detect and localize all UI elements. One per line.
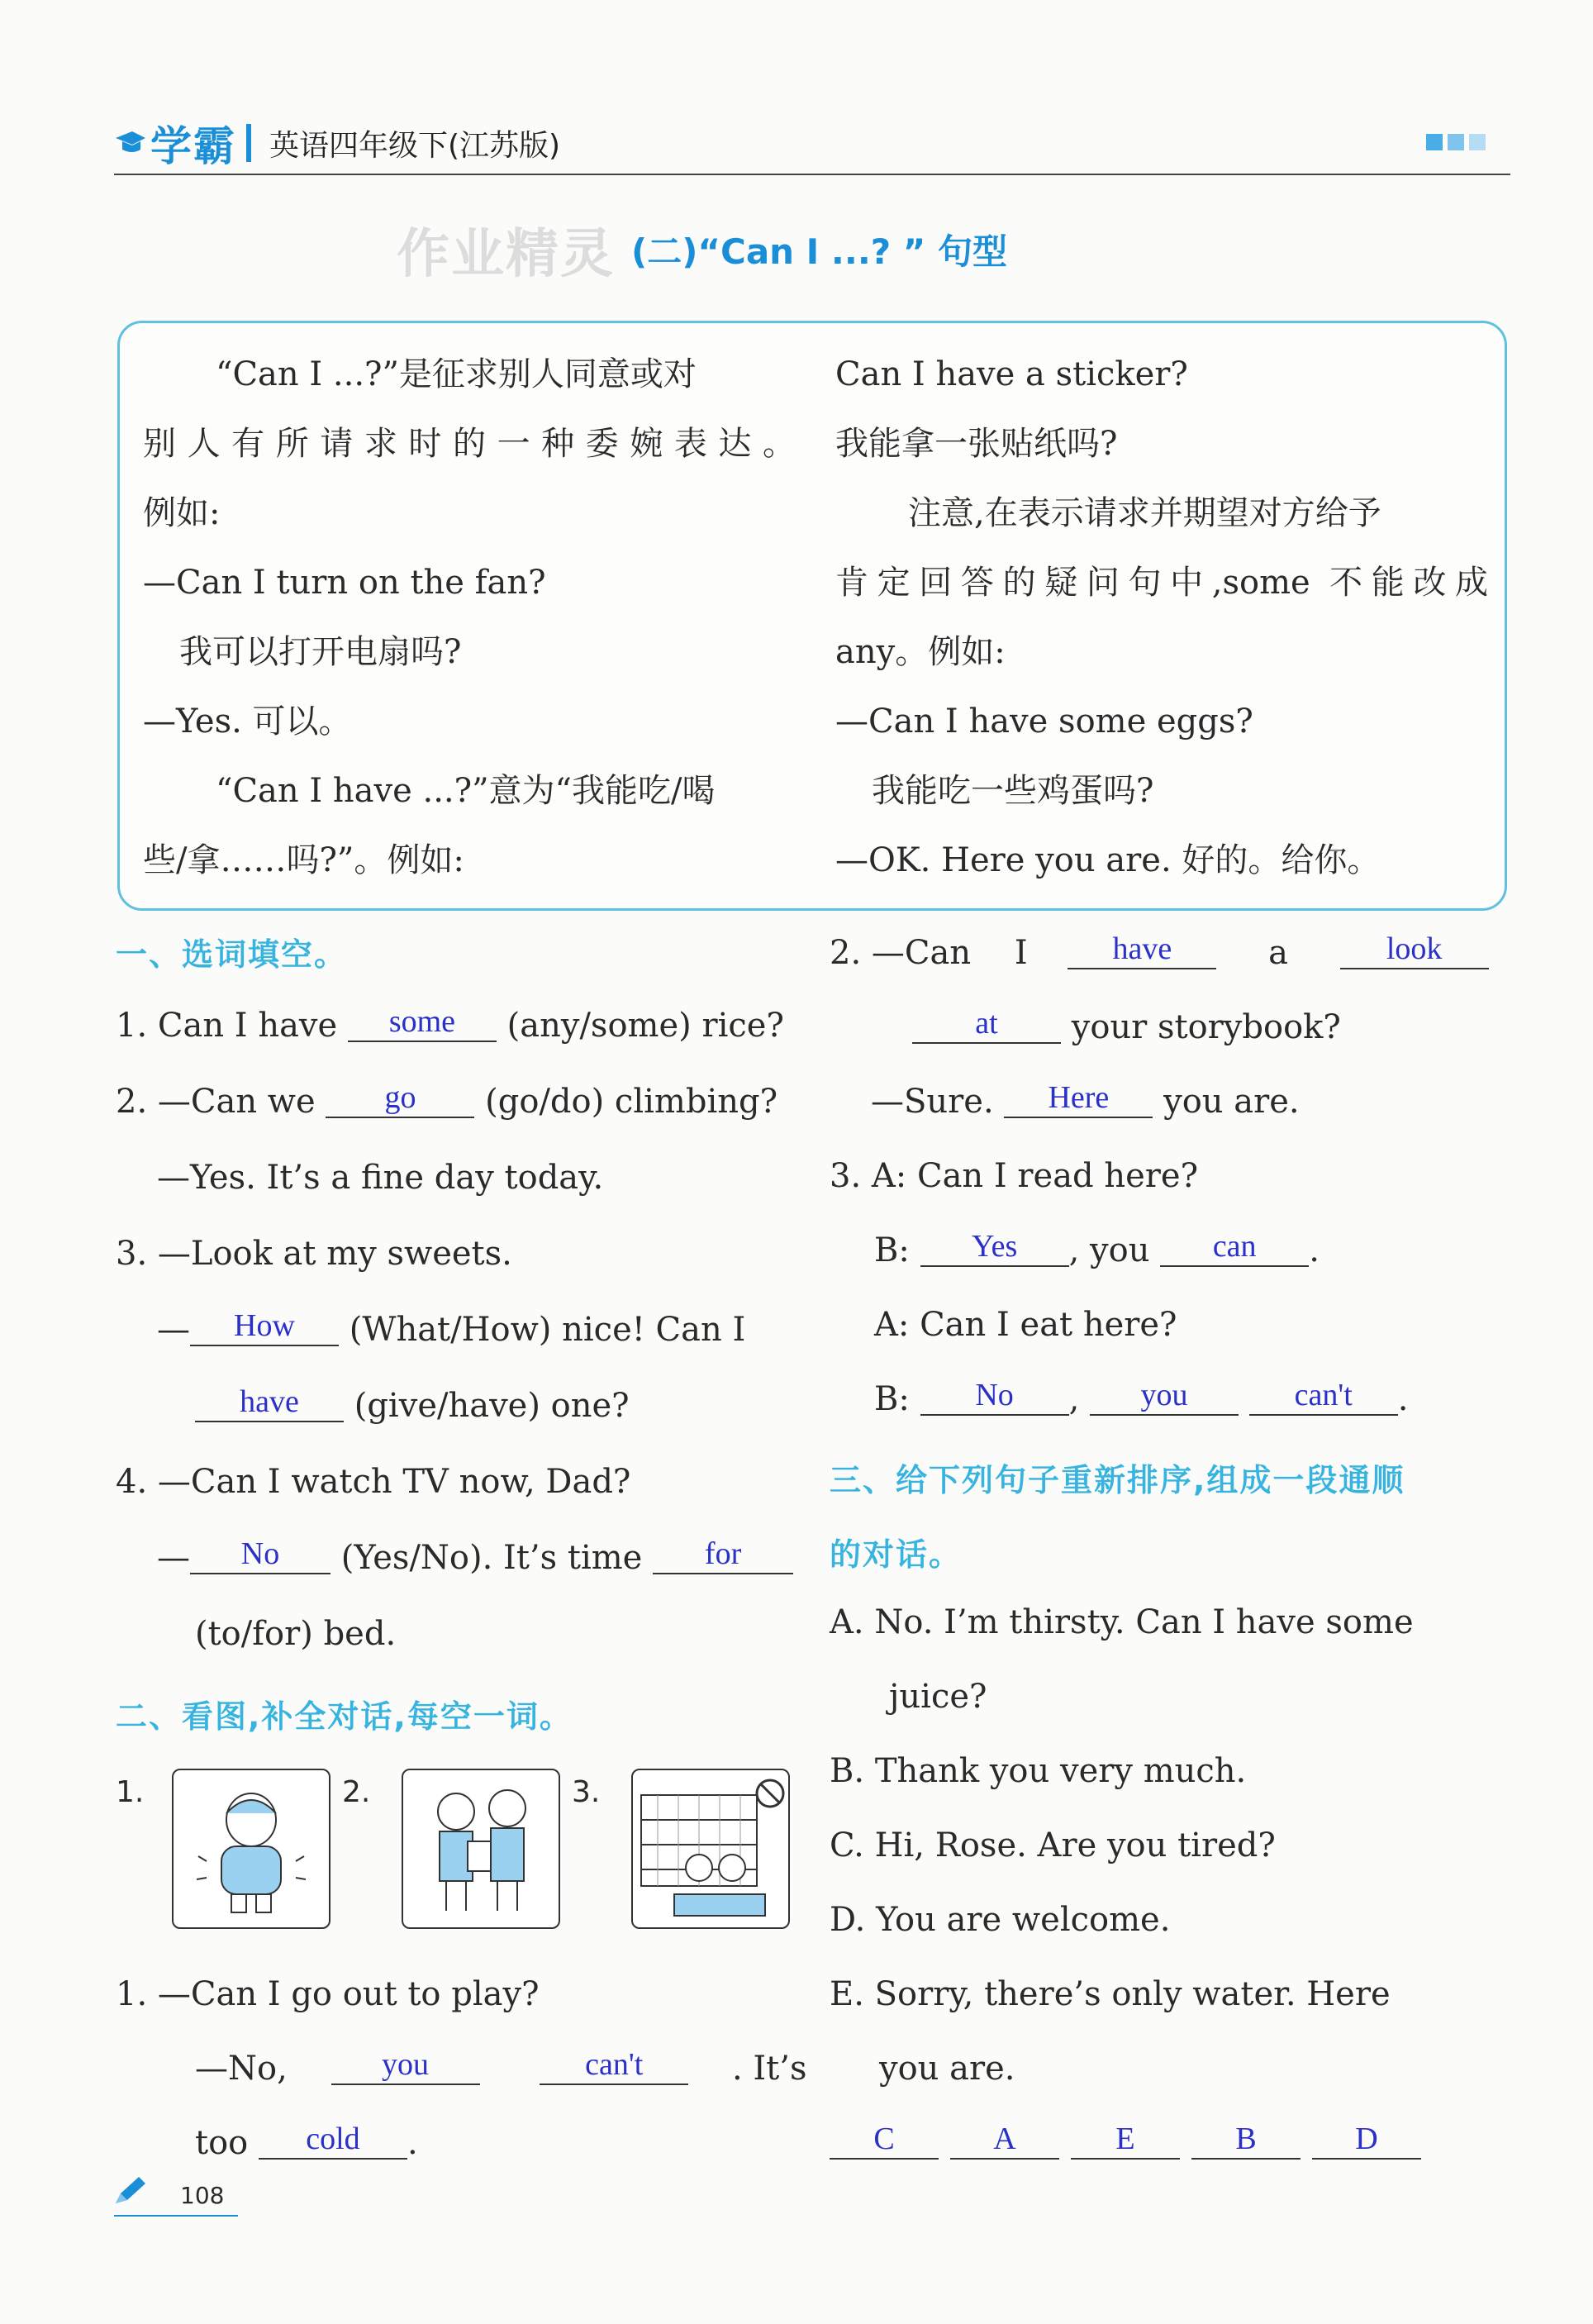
pic-label: 3. [572,1775,601,1809]
q-text: —No, [195,2050,288,2088]
q-text: , [1068,1380,1080,1418]
p1-q2-reply: —Yes. It’s a fine day today. [157,1159,604,1197]
header [114,114,1510,172]
logo [114,114,251,172]
q-text: (What/How) nice! Can I [349,1311,746,1349]
note-line: 注意,在表示请求并期望对方给予 [908,494,1381,532]
answer-blank[interactable]: have [1068,930,1216,969]
picture-cold-person [172,1769,330,1929]
q-text: . It’s [731,2050,807,2088]
dash: — [157,1539,190,1577]
p1-q1 [116,1004,784,1047]
pic-label: 1. [116,1775,145,1809]
logo-divider [246,124,251,162]
note-line: 肯定回答的疑问句中,some 不能改成 [835,564,1488,602]
option-label: C. [830,1826,864,1864]
option-e [830,1975,1391,2013]
note-right-column [835,340,1488,895]
option-text: Sorry, there’s only water. Here [874,1975,1391,2013]
note-line: “Can I ...?”是征求别人同意或对 [216,355,697,393]
note-line: 我能拿一张贴纸吗? [835,425,1118,463]
logo-text: 学霸 [150,122,236,170]
q-text: B: [874,1231,910,1269]
dash: — [157,1311,190,1349]
q-text: , you [1068,1231,1150,1269]
note-left-column [143,340,796,895]
p1-q3-line2 [157,1308,746,1351]
picture-two-boys-book [402,1769,560,1929]
header-decoration [1426,134,1486,150]
note-line: 别人有所请求时的一种委婉表达。 [143,425,796,463]
answer-blank[interactable]: B [1191,2120,1301,2160]
p1-q3-line3 [195,1384,630,1427]
p2-q2 [830,931,1507,974]
p1-q2 [116,1080,778,1123]
answer-blank[interactable]: can't [540,2045,688,2085]
answer-blank[interactable]: you [1090,1376,1239,1416]
q-text: —Sure. [871,1083,994,1121]
p2-q3-a2: A: Can I eat here? [874,1306,1177,1344]
answer-blank[interactable]: Here [1004,1079,1153,1118]
note-line: —Can I turn on the fan? [143,564,546,602]
option-text: You are welcome. [876,1901,1171,1939]
option-b [830,1752,1246,1790]
option-text: Thank you very much. [874,1752,1247,1790]
answer-blank[interactable]: some [348,1002,497,1042]
watermark: 作业精灵 [397,224,615,285]
q-text: . [1309,1231,1320,1269]
p2-q3-b1 [874,1231,1320,1272]
cold-person-icon [174,1770,329,1927]
answer-blank[interactable]: at [912,1004,1061,1044]
answer-blank[interactable]: can [1160,1227,1309,1267]
q-text: (any/some) rice? [506,1007,784,1045]
answer-blank[interactable]: can't [1249,1376,1398,1416]
answer-blank[interactable]: How [190,1307,339,1346]
answer-blank[interactable]: cold [259,2120,407,2160]
option-text: Hi, Rose. Are you tired? [874,1826,1276,1864]
q-text: 1. Can I have [116,1007,338,1045]
part2-heading: 二、看图,补全对话,每空一词。 [116,1698,573,1735]
option-label: D. [830,1901,866,1939]
p1-q4: 4. —Can I watch TV now, Dad? [116,1463,631,1501]
answer-blank[interactable]: have [195,1383,344,1422]
p2-q3: 3. A: Can I read here? [830,1157,1199,1195]
note-line: 我能吃一些鸡蛋吗? [872,772,1154,810]
p1-q3: 3. —Look at my sweets. [116,1235,512,1273]
q-text: (give/have) one? [354,1387,630,1425]
option-d [830,1901,1170,1939]
note-line: —OK. Here you are. 好的。给你。 [835,841,1381,879]
option-label: A. [830,1603,864,1641]
q-text: . [1397,1380,1409,1418]
option-a-cont: juice? [889,1678,987,1716]
q-text: too [195,2124,249,2162]
note-line: “Can I have ...?”意为“我能吃/喝 [216,772,716,810]
p1-q4-line2 [157,1536,793,1579]
part3-heading-cont: 的对话。 [830,1536,963,1573]
p2-q2-line3 [871,1080,1300,1123]
answer-blank[interactable]: No [920,1376,1069,1416]
q-text: I [1014,934,1028,972]
option-label: E. [830,1975,864,2013]
q-text: 2. —Can we [116,1083,316,1121]
q-text: you are. [1163,1083,1300,1121]
p2-q1: 1. —Can I go out to play? [116,1975,540,2013]
section-title-text: (二)“Can I ...? ” 句型 [631,231,1008,272]
option-e-cont: you are. [879,2050,1015,2088]
answer-blank[interactable]: No [190,1535,330,1574]
option-a [830,1603,1414,1641]
q-text: (go/do) climbing? [485,1083,778,1121]
answer-blank[interactable]: you [331,2045,480,2085]
q-text: 2. —Can [830,934,972,972]
order-answers [830,2124,1421,2164]
pic-label: 2. [342,1775,371,1809]
q-text: your storybook? [1071,1008,1341,1046]
note-line: any。例如: [835,633,1006,671]
note-line: Can I have a sticker? [835,355,1188,393]
two-boys-icon [403,1770,559,1927]
note-line: —Yes. 可以。 [143,702,352,741]
note-line: 例如: [143,494,221,532]
q-text: B: [874,1380,910,1418]
header-divider [114,174,1510,175]
part1-heading: 一、选词填空。 [116,936,348,973]
p2-q2-line2 [912,1008,1341,1049]
book-title: 英语四年级下(江苏版) [269,129,561,163]
answer-blank[interactable]: A [950,2120,1059,2160]
answer-blank[interactable]: D [1312,2120,1421,2160]
answer-blank[interactable]: C [830,2120,939,2160]
p2-q3-b2 [874,1380,1408,1421]
answer-blank[interactable]: for [653,1535,793,1574]
p2-q1-line3 [195,2124,418,2164]
library-icon [633,1770,788,1927]
answer-blank[interactable]: look [1340,930,1489,969]
option-label: B. [830,1752,865,1790]
q-text: . [407,2124,418,2162]
page-number: 108 [180,2182,225,2209]
note-line: —Can I have some eggs? [835,702,1253,741]
option-text: No. I’m thirsty. Can I have some [874,1603,1414,1641]
answer-blank[interactable]: go [326,1079,474,1118]
note-line: 我可以打开电扇吗? [179,633,462,671]
part3-heading: 三、给下列句子重新排序,组成一段通顺 [830,1462,1405,1498]
grammar-note-box [117,321,1507,911]
answer-blank[interactable]: Yes [920,1227,1069,1267]
footer-divider [114,2215,238,2217]
note-line: 些/拿……吗?”。例如: [143,841,464,879]
picture-library [631,1769,790,1929]
p2-q1-line2 [195,2047,807,2090]
p1-q4-line3: (to/for) bed. [195,1615,397,1653]
pencil-icon [112,2174,149,2207]
section-title [397,217,1007,283]
option-c [830,1826,1276,1864]
q-text: a [1268,934,1288,972]
graduation-cap-icon [114,126,147,160]
answer-blank[interactable]: E [1071,2120,1180,2160]
q-text: (Yes/No). It’s time [340,1539,643,1577]
